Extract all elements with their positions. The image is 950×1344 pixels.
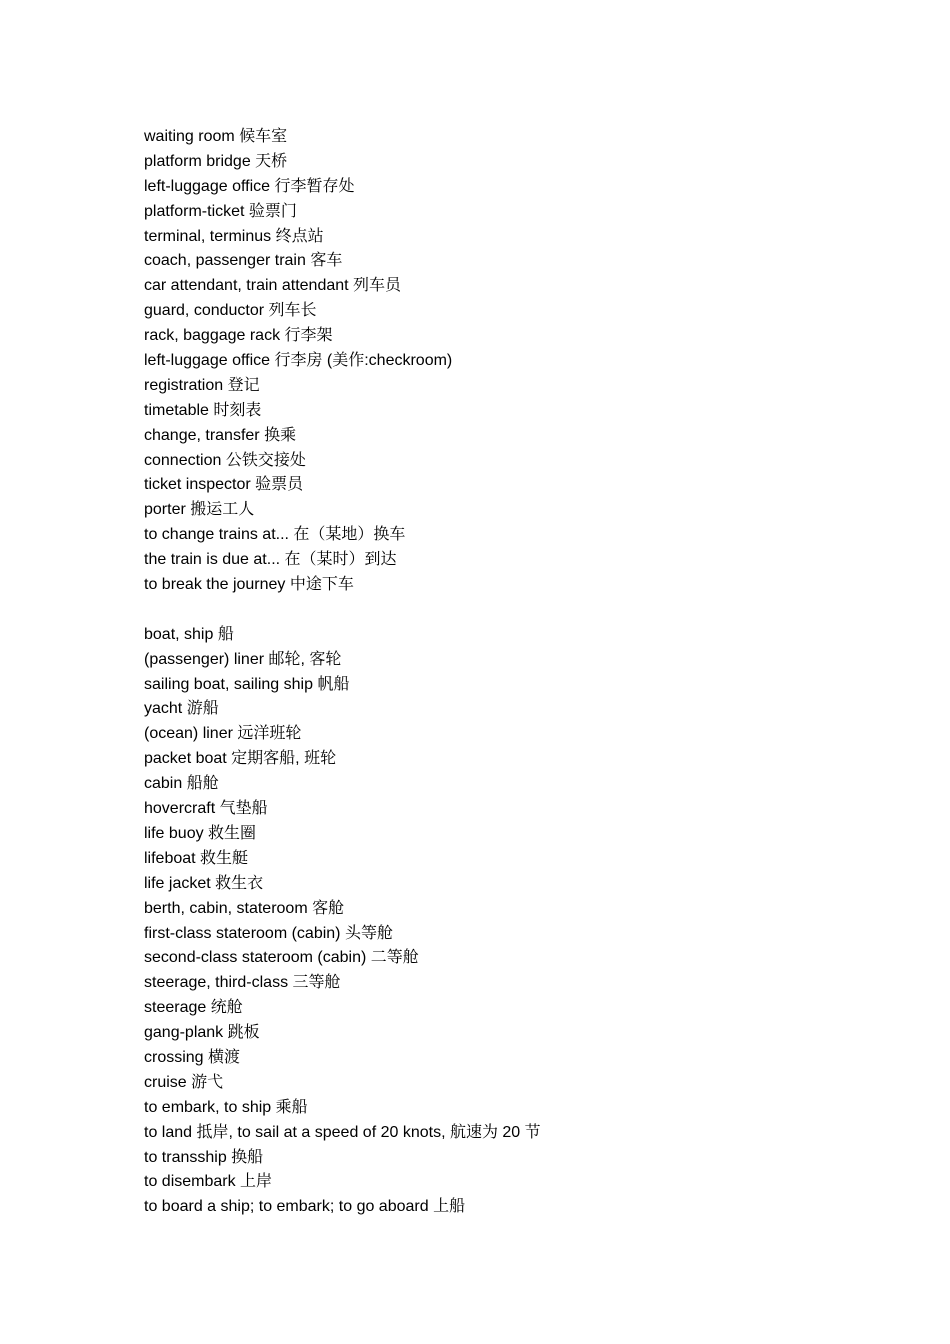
vocab-line: ticket inspector 验票员 bbox=[144, 476, 304, 494]
vocab-line: first-class stateroom (cabin) 头等舱 bbox=[144, 924, 393, 942]
vocab-line: to land 抵岸, to sail at a speed of 20 knots, 航速为 20 节 bbox=[144, 1123, 541, 1141]
vocab-line: to break the journey 中途下车 bbox=[144, 576, 354, 594]
vocab-line: packet boat 定期客船, 班轮 bbox=[144, 750, 337, 768]
vocab-line: car attendant, train attendant 列车员 bbox=[144, 277, 402, 295]
vocab-line: to embark, to ship 乘船 bbox=[144, 1098, 308, 1116]
vocab-line: gang-plank 跳板 bbox=[144, 1024, 260, 1042]
vocab-line: (passenger) liner 邮轮, 客轮 bbox=[144, 650, 342, 668]
vocab-line: connection 公铁交接处 bbox=[144, 451, 306, 469]
vocab-line: cabin 船舱 bbox=[144, 775, 219, 793]
vocab-line: platform bridge 天桥 bbox=[144, 152, 288, 170]
vocab-line: crossing 横渡 bbox=[144, 1048, 241, 1066]
vocab-line: guard, conductor 列车长 bbox=[144, 302, 317, 320]
vocab-line: to board a ship; to embark; to go aboard 上船 bbox=[144, 1198, 466, 1216]
vocab-line: timetable 时刻表 bbox=[144, 401, 262, 419]
vocab-line: waiting room 候车室 bbox=[144, 128, 288, 145]
vocab-line: hovercraft 气垫船 bbox=[144, 800, 268, 818]
vocab-line: porter 搬运工人 bbox=[144, 501, 255, 519]
vocab-line: steerage, third-class 三等舱 bbox=[144, 974, 341, 992]
vocab-line: platform-ticket 验票门 bbox=[144, 202, 297, 220]
vocab-line: lifeboat 救生艇 bbox=[144, 849, 249, 867]
vocab-line: boat, ship 船 bbox=[144, 625, 234, 643]
vocab-line: life jacket 救生衣 bbox=[144, 874, 264, 892]
vocab-line: sailing boat, sailing ship 帆船 bbox=[144, 675, 350, 693]
vocab-line: berth, cabin, stateroom 客舱 bbox=[144, 899, 345, 917]
vocab-line: coach, passenger train 客车 bbox=[144, 252, 343, 270]
vocab-line: life buoy 救生圈 bbox=[144, 824, 257, 842]
vocab-line: cruise 游弋 bbox=[144, 1073, 224, 1091]
vocabulary-list bbox=[144, 125, 904, 1220]
vocab-line: steerage 统舱 bbox=[144, 999, 243, 1017]
vocab-line: yacht 游船 bbox=[144, 700, 219, 718]
vocab-line: registration 登记 bbox=[144, 376, 260, 394]
vocab-line: left-luggage office 行李房 (美作:checkroom) bbox=[144, 352, 453, 370]
vocab-line: to disembark 上岸 bbox=[144, 1173, 273, 1191]
vocab-line: change, transfer 换乘 bbox=[144, 426, 297, 444]
vocab-line: the train is due at... 在（某时）到达 bbox=[144, 551, 397, 569]
vocab-line: rack, baggage rack 行李架 bbox=[144, 327, 333, 345]
vocab-line: terminal, terminus 终点站 bbox=[144, 227, 324, 245]
vocab-line: to change trains at... 在（某地）换车 bbox=[144, 526, 406, 544]
vocab-line: (ocean) liner 远洋班轮 bbox=[144, 725, 302, 743]
vocab-line: to transship 换船 bbox=[144, 1148, 264, 1166]
vocab-line: second-class stateroom (cabin) 二等舱 bbox=[144, 949, 419, 967]
section-spacer bbox=[144, 598, 904, 623]
vocab-line: left-luggage office 行李暂存处 bbox=[144, 177, 355, 195]
